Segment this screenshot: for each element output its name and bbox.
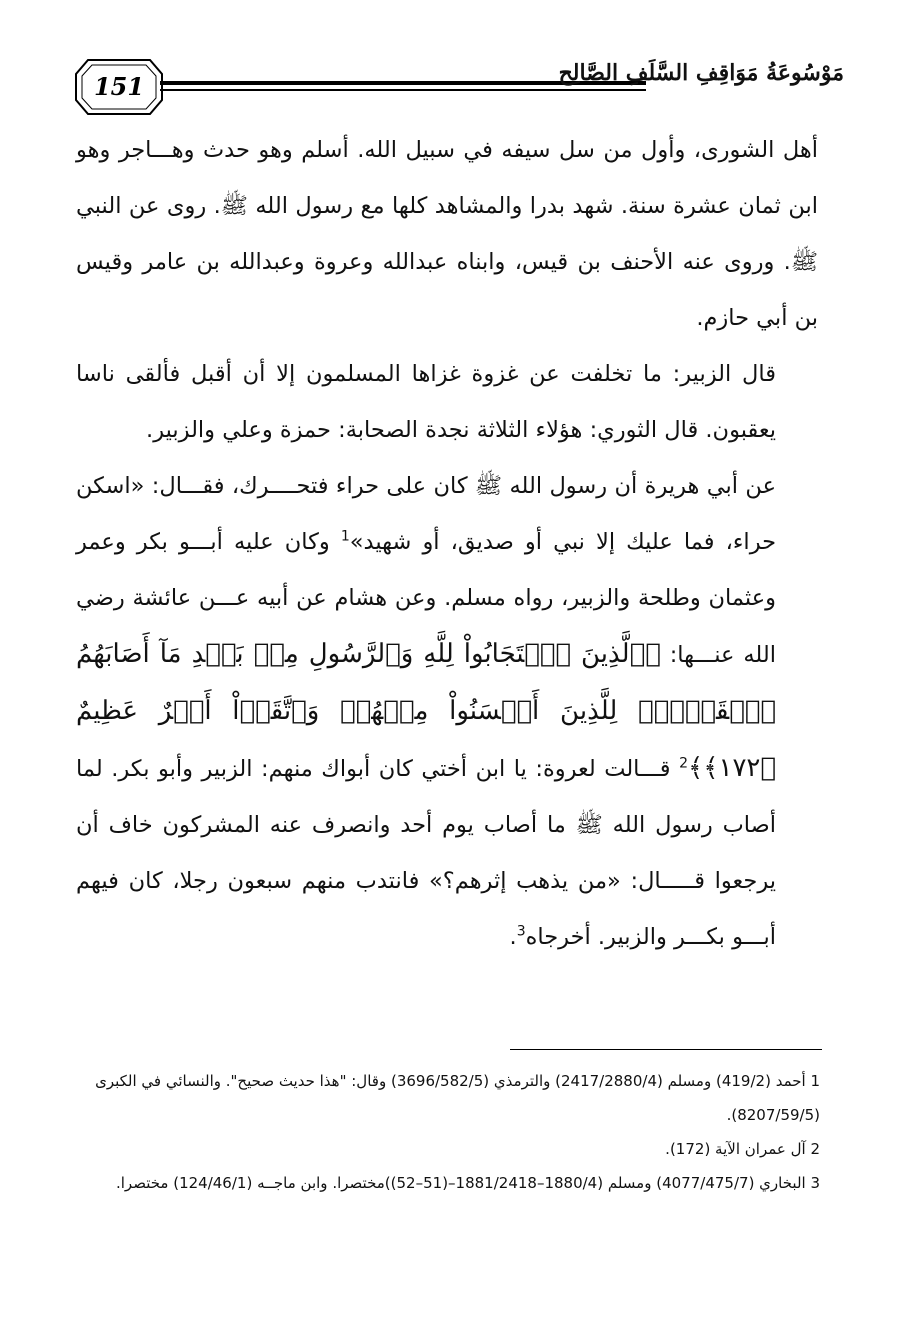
- main-text: [76, 122, 818, 965]
- paragraph-3-middle: وكان عليه أبـــو بكر وعمر وعثمان وطلحة والزبير، رواه مسلم. وعن هشام عن أبيه عـــن عائشة رضي الله عنـــها:: [76, 529, 776, 668]
- paragraph-2: قال الزبير: ما تخلفت عن غزوة غزاها المسلمون إلا أن أقبل فألقى ناسا يعقبون. قال الثوري: هؤلاء الثلاثة نجدة الصحابة: حمزة وعلي والزبير.: [76, 361, 776, 443]
- paragraph-3-start: عن أبي هريرة أن رسول الله ﷺ كان على حراء فتحــــرك، فقـــال: «اسكن حراء، فما عليك إلا نبي أو صديق، أو شهيد»: [76, 473, 777, 555]
- footnote-separator: [510, 1049, 822, 1050]
- paragraph-3: [76, 458, 818, 965]
- paragraph-1: أهل الشورى، وأول من سل سيفه في سبيل الله. أسلم وهو حدث وهـــاجر وهو ابن ثمان عشرة سنة. شهد بدرا والمشاهد كلها مع رسول الله ﷺ. روى عن النبي ﷺ. وروى عنه الأحنف بن قيس، وابناه عبدالله وعروة وعبدالله بن عامر وقيس بن أبي حازم.: [76, 137, 818, 331]
- paragraph-3-end: .: [509, 924, 517, 950]
- paragraph-3-continued: قـــالت لعروة: يا ابن أختي كان أبواك منهم: الزبير وأبو بكر. لما أصاب رسول الله ﷺ ما أصاب يوم أحد وانصرف عنه المشركون خاف أن يرجعوا قـــــال: «من يذهب إثرهم؟» فانتدب منهم سبعون رجلا، كان فيهم أبـــو بكـــر والزبير. أخرجاه: [76, 756, 776, 950]
- footnote-ref-3[interactable]: 3: [516, 923, 526, 940]
- footnote-ref-2[interactable]: 2: [679, 755, 689, 772]
- book-title: مَوْسُوعَةُ مَوَاقِفِ السَّلَفِ الصَّالِح: [558, 60, 844, 86]
- quran-verse: ﴿ٱلَّذِينَ ٱسۡتَجَابُواْ لِلَّهِ وَٱلرَّسُولِ مِنۢ بَعۡدِ مَآ أَصَابَهُمُ ٱلۡقَرۡحُۚ لِلَّذِينَ أَحۡسَنُواْ مِنۡهُمۡ وَٱتَّقَوۡاْ أَجۡرٌ عَظِيمٌ ﴿١٧٢﴾﴾: [76, 639, 776, 783]
- page-header: [74, 52, 844, 122]
- footnotes: [76, 1064, 820, 1200]
- header-rule-thin: [160, 89, 646, 91]
- footnote-2: 2 آل عمران الآية (172).: [665, 1140, 820, 1158]
- page-number: 151: [93, 72, 145, 101]
- footnote-1: 1 أحمد (419/2) ومسلم (2417/2880/4) والترمذي (3696/582/5) وقال: "هذا حديث صحيح". والنسائي في الكبرى (8207/59/5).: [95, 1072, 820, 1124]
- footnote-ref-1[interactable]: 1: [340, 528, 350, 545]
- page-number-badge: [74, 56, 164, 118]
- footnote-3: 3 البخاري (4077/475/7) ومسلم (1880/4–1881/2418–(51–52))مختصرا. وابن ماجــه (124/46/1) مختصرا.: [115, 1174, 820, 1192]
